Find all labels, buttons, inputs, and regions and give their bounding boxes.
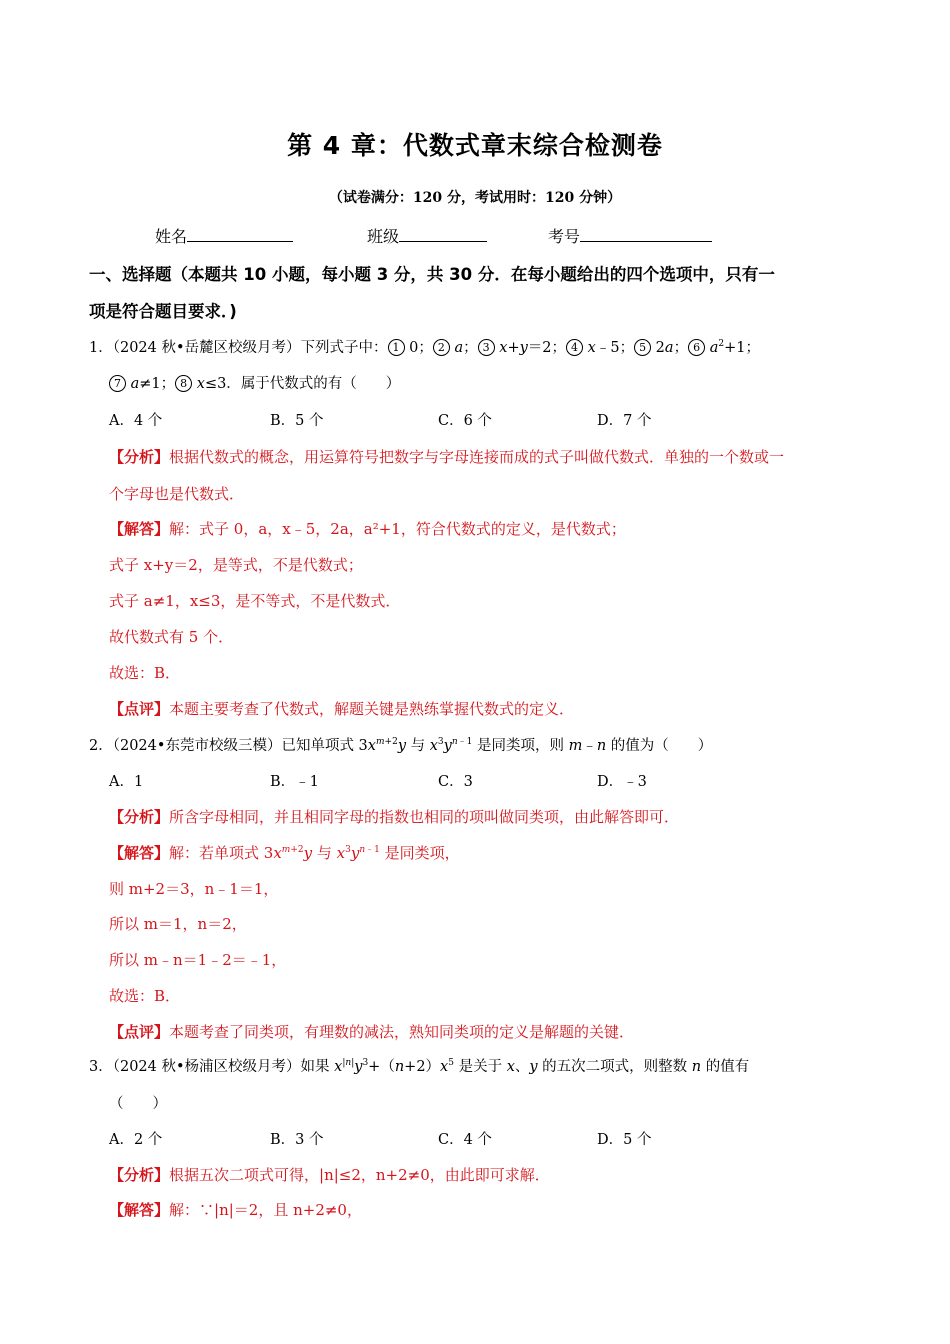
page-title: 第 4 章：代数式章末综合检测卷 bbox=[287, 131, 663, 160]
name-field[interactable]: 姓名 bbox=[155, 224, 293, 247]
q1-option-a[interactable]: A．4 个 bbox=[109, 413, 163, 429]
q3-option-c[interactable]: C．4 个 bbox=[438, 1132, 492, 1148]
exam-info-subtitle: （试卷满分：120 分，考试用时：120 分钟） bbox=[328, 190, 622, 206]
q3-analysis: 【分析】根据五次二项式可得，|n|≤2，n+2≠0，由此即可求解． bbox=[109, 1166, 550, 1184]
q3-option-d[interactable]: D．5 个 bbox=[597, 1132, 652, 1148]
class-field[interactable]: 班级 bbox=[367, 224, 487, 247]
exam-number-field[interactable]: 考号 bbox=[548, 224, 712, 247]
question-3-stem-cont: （ ） bbox=[109, 1096, 167, 1112]
q1-option-d[interactable]: D．7 个 bbox=[597, 413, 652, 429]
q2-comment: 【点评】本题考查了同类项，有理数的减法，熟知同类项的定义是解题的关键． bbox=[109, 1023, 635, 1041]
q2-option-b[interactable]: B．﹣1 bbox=[270, 774, 319, 790]
class-blank[interactable] bbox=[399, 226, 487, 242]
q1-answer-line-5: 故选：B． bbox=[109, 664, 181, 682]
q1-answer-line-4: 故代数式有 5 个． bbox=[109, 628, 234, 646]
question-1-stem-cont: 7 a≠1； 8 x≤3．属于代数式的有（ ） bbox=[109, 372, 400, 393]
q1-answer-line-3: 式子 a≠1，x≤3，是不等式，不是代数式． bbox=[109, 592, 401, 610]
q2-answer-line-4: 所以 m﹣n＝1﹣2＝﹣1， bbox=[109, 951, 287, 969]
q1-comment: 【点评】本题主要考查了代数式，解题关键是熟练掌握代数式的定义． bbox=[109, 700, 575, 718]
name-blank[interactable] bbox=[187, 226, 293, 242]
q2-answer: 【解答】解：若单项式 $3x^{m+2}y$ 与 $x^3y^{n﹣1}$ 是同类项， bbox=[109, 844, 460, 862]
q2-analysis: 【分析】所含字母相同，并且相同字母的指数也相同的项叫做同类项，由此解答即可． bbox=[109, 808, 680, 826]
q2-option-c[interactable]: C．3 bbox=[438, 774, 473, 790]
question-1-stem: 1．（2024 秋•岳麓区校级月考）下列式子中： 1 0； 2 a； 3 x+y＝2； 4 x﹣5； 5 2a； 6 $a^2+1$； bbox=[89, 339, 760, 356]
q3-option-a[interactable]: A．2 个 bbox=[109, 1132, 163, 1148]
q2-option-a[interactable]: A．1 bbox=[109, 774, 144, 790]
q1-analysis-cont: 个字母也是代数式． bbox=[109, 485, 245, 503]
question-3-stem: 3．（2024 秋•杨浦区校级月考）如果 $x^{|n|}y^3+(n+2)x^5$ 是关于 x、y 的五次二项式，则整数 n 的值有 bbox=[89, 1058, 750, 1075]
q1-answer-line-2: 式子 x+y＝2，是等式，不是代数式； bbox=[109, 556, 363, 574]
q1-option-c[interactable]: C．6 个 bbox=[438, 413, 492, 429]
q3-answer: 【解答】解：∵|n|＝2，且 n+2≠0， bbox=[109, 1201, 362, 1219]
q1-analysis: 【分析】根据代数式的概念，用运算符号把数字与字母连接而成的式子叫做代数式．单独的一个数或一 bbox=[109, 448, 785, 466]
q2-answer-line-5: 故选：B． bbox=[109, 987, 181, 1005]
question-2-stem: 2．（2024•东莞市校级三模）已知单项式 $3x^{m+2}y$ 与 $x^3y^{n﹣1}$ 是同类项，则 m﹣n 的值为（ ） bbox=[89, 737, 713, 754]
q2-answer-line-2: 则 m+2＝3，n﹣1＝1， bbox=[109, 880, 279, 898]
q1-answer: 【解答】解：式子 0，a，x﹣5，2a，a²+1，符合代数式的定义，是代数式； bbox=[109, 520, 626, 538]
q3-option-b[interactable]: B．3 个 bbox=[270, 1132, 324, 1148]
q2-option-d[interactable]: D．﹣3 bbox=[597, 774, 647, 790]
q1-option-b[interactable]: B．5 个 bbox=[270, 413, 324, 429]
q2-answer-line-3: 所以 m＝1，n＝2， bbox=[109, 915, 247, 933]
exam-number-blank[interactable] bbox=[580, 226, 712, 242]
section-heading-cont: 项是符合题目要求．) bbox=[89, 302, 237, 321]
section-heading: 一、选择题（本题共 10 小题，每小题 3 分，共 30 分．在每小题给出的四个选项中，只有一 bbox=[89, 265, 775, 284]
